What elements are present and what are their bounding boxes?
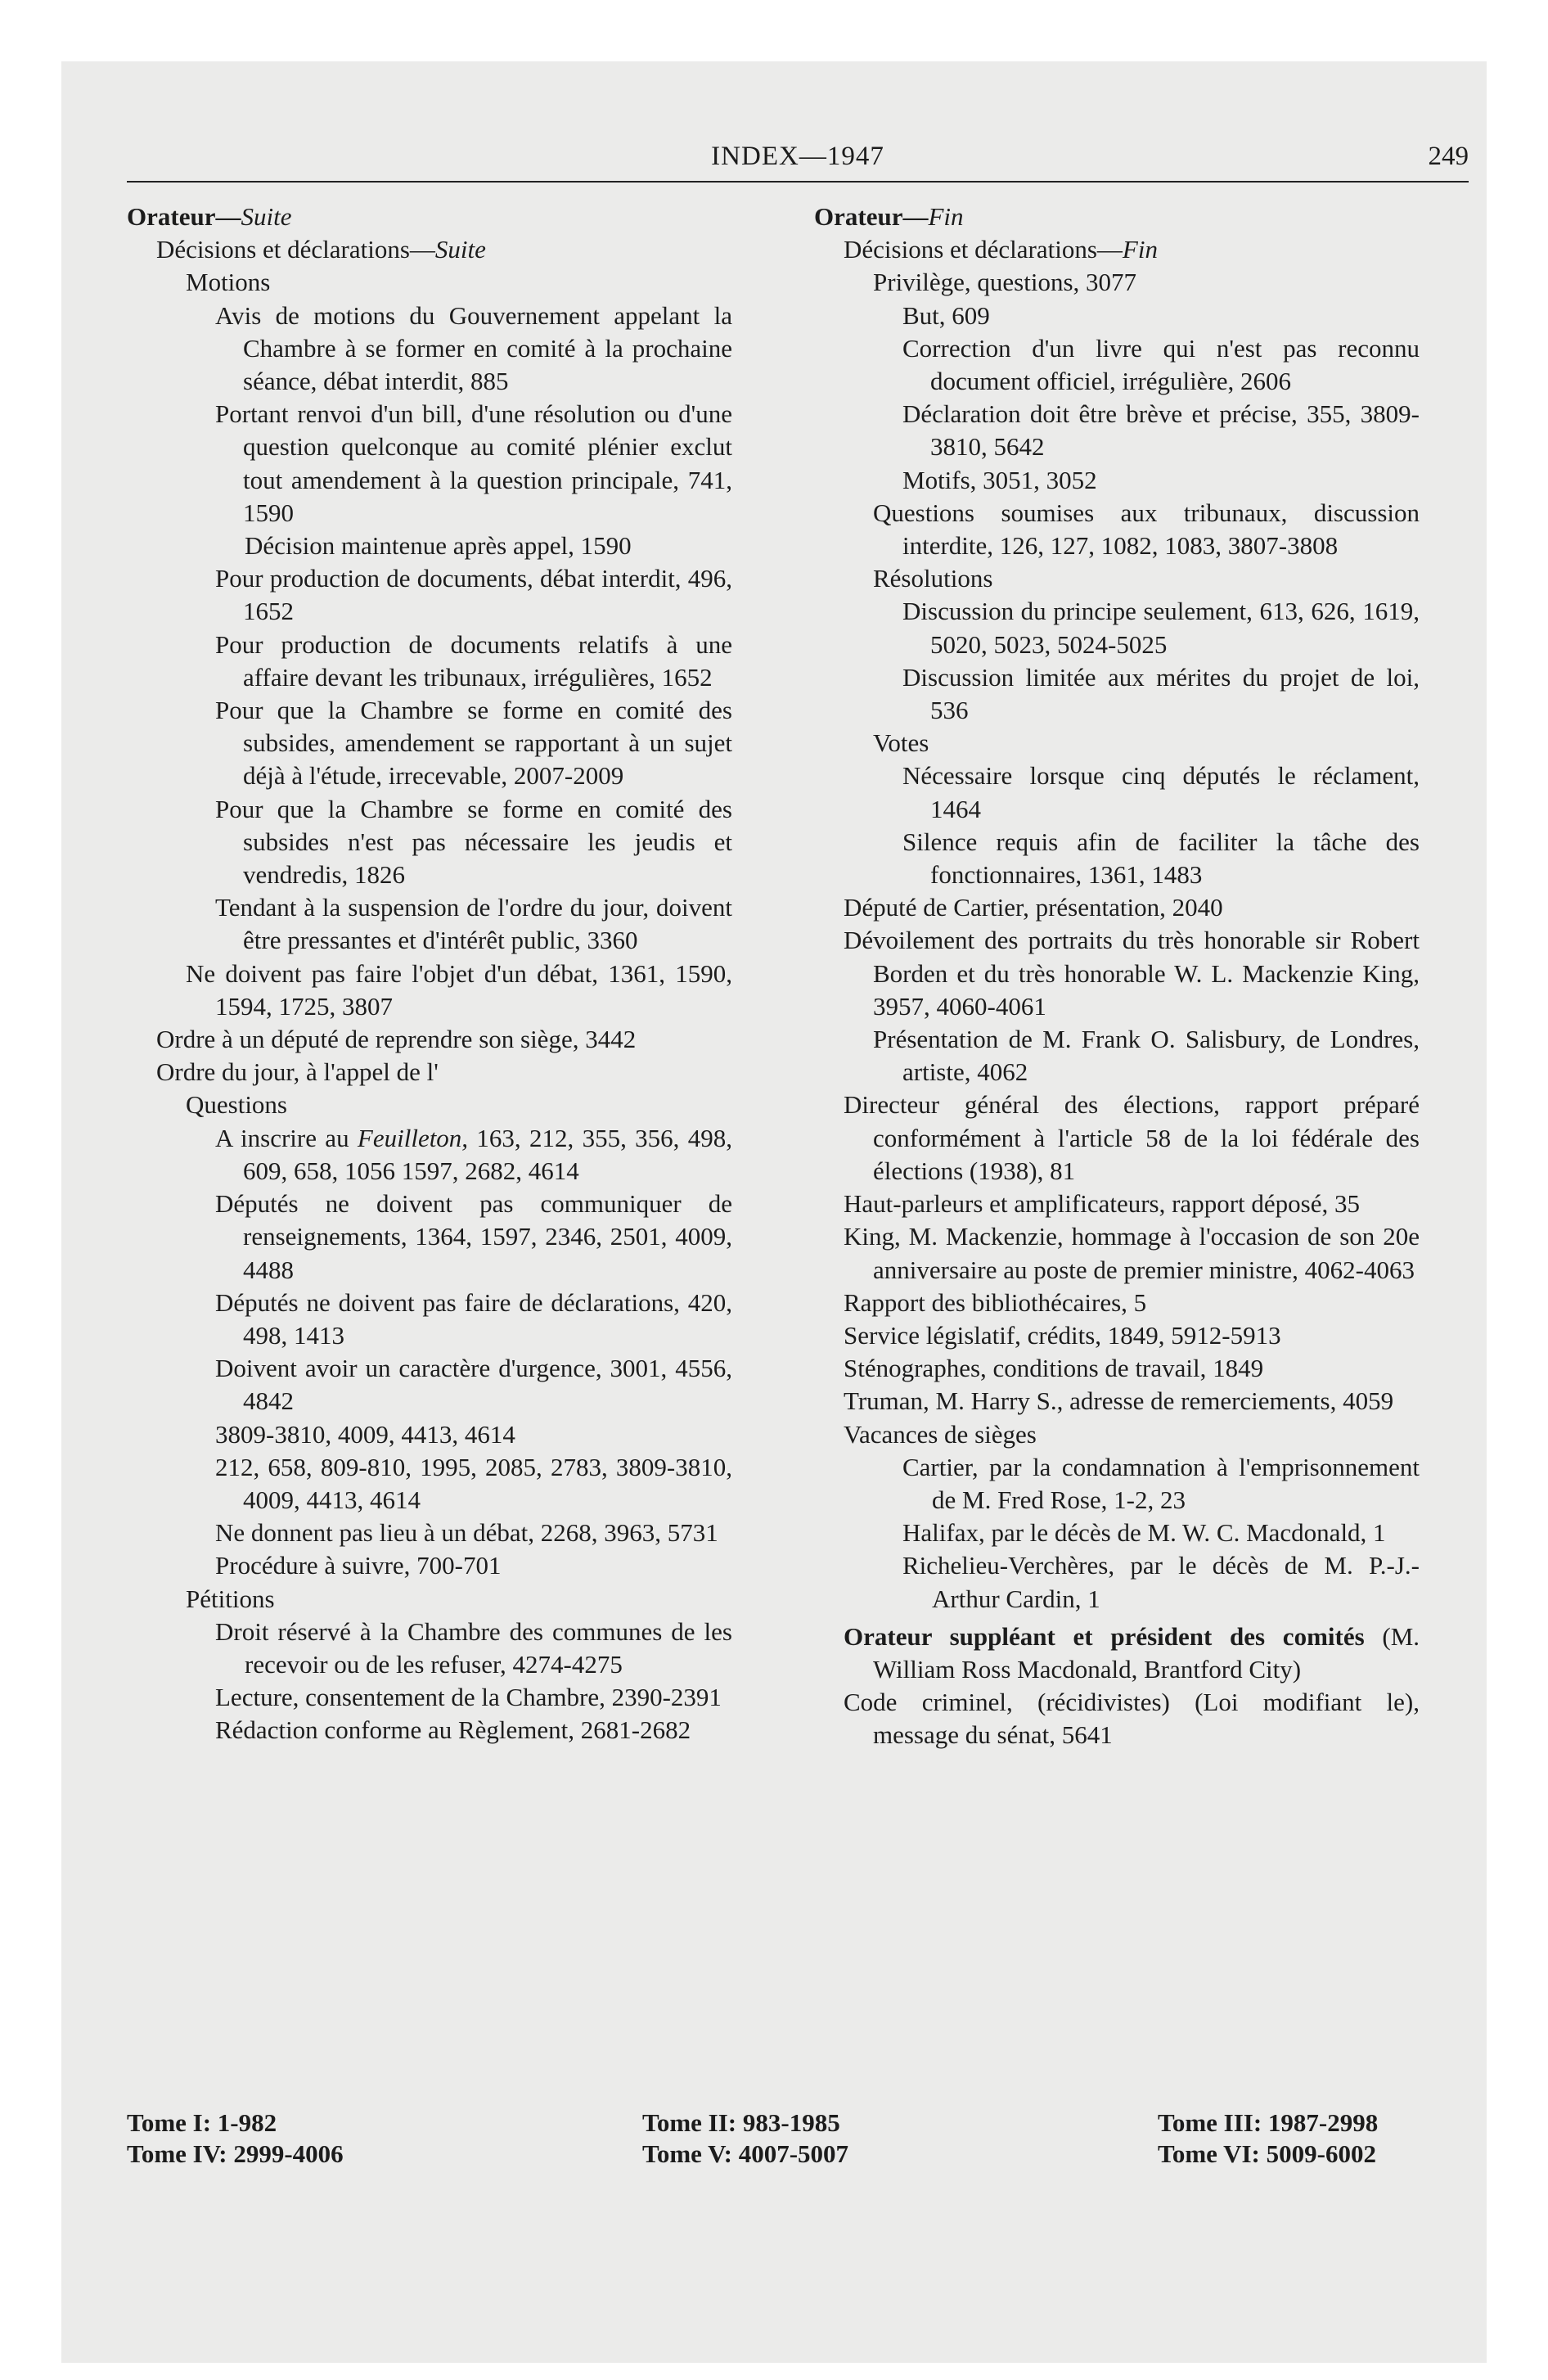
- entry-text: Portant renvoi d'un bill, d'une résolution ou d'une question quelconque au comité plénier exclut tout amendement à la question principale, 741, 1590: [215, 399, 732, 527]
- entry-text: Ne donnent pas lieu à un débat, 2268, 3963, 5731: [215, 1518, 718, 1548]
- entry-text: Cartier, par la condamnation à l'emprisonnement de M. Fred Rose, 1-2, 23: [902, 1452, 1420, 1514]
- index-entry: [127, 629, 732, 694]
- index-entry: [814, 595, 1420, 660]
- entry-text: Votes: [873, 728, 929, 758]
- index-entry: [814, 398, 1420, 463]
- index-entry: [814, 266, 1420, 299]
- entry-text: Dévoilement des portraits du très honorable sir Robert Borden et du très honorable W. L. Mackenzie King, 3957, 4060-4061: [844, 926, 1420, 1021]
- entry-text: Discussion limitée aux mérites du projet de loi, 536: [902, 662, 1420, 725]
- index-entry: [814, 201, 1420, 233]
- entry-text: Présentation de M. Frank O. Salisbury, de Londres, artiste, 4062: [873, 1025, 1420, 1087]
- entry-text: Ordre du jour, à l'appel de l': [156, 1057, 439, 1087]
- index-entry: [814, 1319, 1420, 1352]
- page-number: 249: [1428, 142, 1469, 171]
- entry-text: Haut-parleurs et amplificateurs, rapport déposé, 35: [844, 1189, 1360, 1219]
- entry-text: Pour production de documents, débat interdit, 496, 1652: [215, 564, 732, 626]
- index-entry: [814, 1620, 1420, 1686]
- index-entry: [814, 464, 1420, 497]
- entry-text: Motifs, 3051, 3052: [902, 465, 1097, 494]
- right-index-column: [814, 201, 1420, 1752]
- index-entry: [814, 1287, 1420, 1319]
- index-entry: [127, 1056, 732, 1089]
- index-entry: [127, 1549, 732, 1582]
- index-entry: [127, 1089, 732, 1121]
- volume-range: Tome III: 1987-2998: [1158, 2108, 1379, 2137]
- index-entry: [127, 201, 732, 233]
- index-entry: [814, 1418, 1420, 1451]
- entry-text: Silence requis afin de faciliter la tâche des fonctionnaires, 1361, 1483: [902, 827, 1420, 890]
- index-entry: [127, 1714, 732, 1747]
- entry-text: But, 609: [902, 300, 990, 330]
- entry-text: Nécessaire lorsque cinq députés le réclament, 1464: [902, 761, 1420, 823]
- entry-text: Résolutions: [873, 564, 993, 593]
- index-entry: [127, 1681, 732, 1714]
- index-entry: [127, 1583, 732, 1616]
- index-entry: [127, 266, 732, 299]
- index-entry: [127, 694, 732, 793]
- entry-text: Motions: [186, 268, 271, 297]
- entry-text: Pour que la Chambre se forme en comité des subsides n'est pas nécessaire les jeudis et vendredis, 1826: [215, 794, 732, 890]
- entry-text: Vacances de sièges: [844, 1419, 1037, 1449]
- index-entry: [127, 530, 732, 562]
- index-entry: [814, 233, 1420, 266]
- index-entry: [814, 1220, 1420, 1286]
- entry-text: Rédaction conforme au Règlement, 2681-2682: [215, 1715, 691, 1745]
- entry-text: Doivent avoir un caractère d'urgence, 3001, 4556, 4842: [215, 1354, 732, 1416]
- index-entry: [814, 1089, 1420, 1188]
- entry-text: Pour que la Chambre se forme en comité des subsides, amendement se rapportant à un sujet déjà à l'étude, irrecevable, 2007-2009: [215, 696, 732, 791]
- footer-column: [642, 2107, 848, 2170]
- entry-text: Pétitions: [186, 1584, 275, 1613]
- entry-text: Procédure à suivre, 700-701: [215, 1551, 502, 1580]
- entry-text: Suite: [434, 235, 486, 264]
- entry-text: Député de Cartier, présentation, 2040: [844, 893, 1223, 922]
- index-entry: [814, 1686, 1420, 1751]
- entry-text: A inscrire au: [215, 1123, 358, 1152]
- index-entry: [127, 793, 732, 892]
- volume-range: Tome V: 4007-5007: [642, 2139, 849, 2168]
- entry-text: Décisions et déclarations—: [844, 235, 1123, 264]
- page-header: [127, 142, 1469, 191]
- index-entry: [814, 1023, 1420, 1089]
- index-entry: [127, 1616, 732, 1681]
- entry-text: Code criminel, (récidivistes) (Loi modifiant le), message du sénat, 5641: [844, 1688, 1420, 1750]
- header-rule: [127, 181, 1469, 183]
- entry-text: Questions soumises aux tribunaux, discussion interdite, 126, 127, 1082, 1083, 3807-3808: [873, 498, 1420, 561]
- entry-text: Orateur suppléant et président des comités: [844, 1621, 1365, 1651]
- index-entry: [127, 1188, 732, 1287]
- index-entry: [127, 958, 732, 1023]
- index-entry: [127, 562, 732, 628]
- entry-text: 163, 212, 355, 356, 498, 609, 658, 1056 1597, 2682, 4614: [243, 1123, 733, 1185]
- entry-text: Suite: [241, 202, 292, 231]
- index-entry: [814, 661, 1420, 727]
- index-entry: [127, 1418, 732, 1451]
- volume-range: Tome I: 1-982: [127, 2108, 277, 2137]
- index-entry: [814, 562, 1420, 595]
- index-entry: [814, 1188, 1420, 1220]
- entry-text: Rapport des bibliothécaires, 5: [844, 1287, 1147, 1317]
- entry-text: (M. William Ross Macdonald, Brantford City): [873, 1621, 1420, 1684]
- index-entry: [127, 891, 732, 957]
- entry-text: Ordre à un député de reprendre son siège, 3442: [156, 1025, 637, 1054]
- entry-text: King, M. Mackenzie, hommage à l'occasion de son 20e anniversaire au poste de premier ministre, 4062-4063: [844, 1222, 1420, 1284]
- entry-text: Directeur général des élections, rapport préparé conformément à l'article 58 de la loi fédérale des élections (1938), 81: [844, 1090, 1420, 1185]
- index-entry: [127, 1287, 732, 1352]
- index-entry: [814, 924, 1420, 1023]
- entry-text: Fin: [928, 202, 964, 231]
- volume-range: Tome IV: 2999-4006: [127, 2139, 344, 2168]
- entry-text: Orateur—: [814, 202, 929, 231]
- volume-range: Tome II: 983-1985: [642, 2108, 840, 2137]
- left-index-column: [127, 201, 732, 1747]
- entry-text: Députés ne doivent pas communiquer de renseignements, 1364, 1597, 2346, 2501, 4009, 4488: [215, 1189, 732, 1284]
- index-entry: [814, 300, 1420, 332]
- entry-text: Orateur—: [127, 202, 241, 231]
- index-entry: [814, 332, 1420, 398]
- entry-text: 212, 658, 809-810, 1995, 2085, 2783, 3809-3810, 4009, 4413, 4614: [215, 1452, 732, 1514]
- entry-text: Richelieu-Verchères, par le décès de M. P.-J.-Arthur Cardin, 1: [902, 1551, 1420, 1613]
- entry-text: Avis de motions du Gouvernement appelant la Chambre à se former en comité à la prochaine séance, débat interdit, 885: [215, 300, 732, 396]
- entry-text: 3809-3810, 4009, 4413, 4614: [215, 1419, 515, 1449]
- entry-text: Halifax, par le décès de M. W. C. Macdonald, 1: [902, 1518, 1386, 1548]
- entry-text: Tendant à la suspension de l'ordre du jour, doivent être pressantes et d'intérêt public, 3360: [215, 893, 732, 955]
- footer-column: [127, 2107, 344, 2170]
- index-entry: [814, 1451, 1420, 1517]
- entry-text: Sténographes, conditions de travail, 1849: [844, 1354, 1264, 1383]
- index-entry: [814, 497, 1420, 562]
- index-entry: [814, 760, 1420, 825]
- index-entry: [814, 1352, 1420, 1385]
- entry-text: Décisions et déclarations—: [156, 235, 435, 264]
- index-entry: [127, 1023, 732, 1056]
- entry-text: Questions: [186, 1090, 287, 1120]
- entry-text: Déclaration doit être brève et précise, 355, 3809-3810, 5642: [902, 399, 1420, 462]
- entry-text: Correction d'un livre qui n'est pas reconnu document officiel, irrégulière, 2606: [902, 333, 1420, 396]
- page-title: INDEX—1947: [711, 142, 884, 171]
- volume-range: Tome VI: 5009-6002: [1158, 2139, 1376, 2168]
- index-entry: [814, 826, 1420, 891]
- index-entry: [127, 1352, 732, 1418]
- scanned-page: [61, 61, 1487, 2363]
- entry-text: Députés ne doivent pas faire de déclarations, 420, 498, 1413: [215, 1287, 732, 1350]
- index-entry: [127, 1122, 732, 1188]
- index-entry: [814, 1385, 1420, 1418]
- index-entry: [814, 727, 1420, 760]
- footer-column: [1158, 2107, 1378, 2170]
- entry-text: Pour production de documents relatifs à une affaire devant les tribunaux, irrégulières, 1652: [215, 629, 732, 692]
- entry-text: Fin: [1122, 235, 1158, 264]
- index-entry: [814, 1517, 1420, 1549]
- index-entry: [127, 300, 732, 399]
- entry-text: Truman, M. Harry S., adresse de remerciements, 4059: [844, 1386, 1394, 1416]
- index-entry: [127, 1517, 732, 1549]
- entry-text: Privilège, questions, 3077: [873, 268, 1137, 297]
- entry-text: Feuilleton,: [357, 1123, 469, 1152]
- index-entry: [127, 1451, 732, 1517]
- entry-text: Ne doivent pas faire l'objet d'un débat, 1361, 1590, 1594, 1725, 3807: [186, 958, 732, 1021]
- entry-text: Lecture, consentement de la Chambre, 2390-2391: [215, 1683, 722, 1712]
- index-entry: [127, 233, 732, 266]
- entry-text: Discussion du principe seulement, 613, 626, 1619, 5020, 5023, 5024-5025: [902, 597, 1420, 659]
- index-entry: [814, 1549, 1420, 1615]
- entry-text: Décision maintenue après appel, 1590: [245, 531, 632, 561]
- index-entry: [814, 891, 1420, 924]
- entry-text: Service législatif, crédits, 1849, 5912-5913: [844, 1320, 1281, 1350]
- entry-text: Droit réservé à la Chambre des communes de les recevoir ou de les refuser, 4274-4275: [215, 1616, 732, 1679]
- index-entry: [127, 398, 732, 530]
